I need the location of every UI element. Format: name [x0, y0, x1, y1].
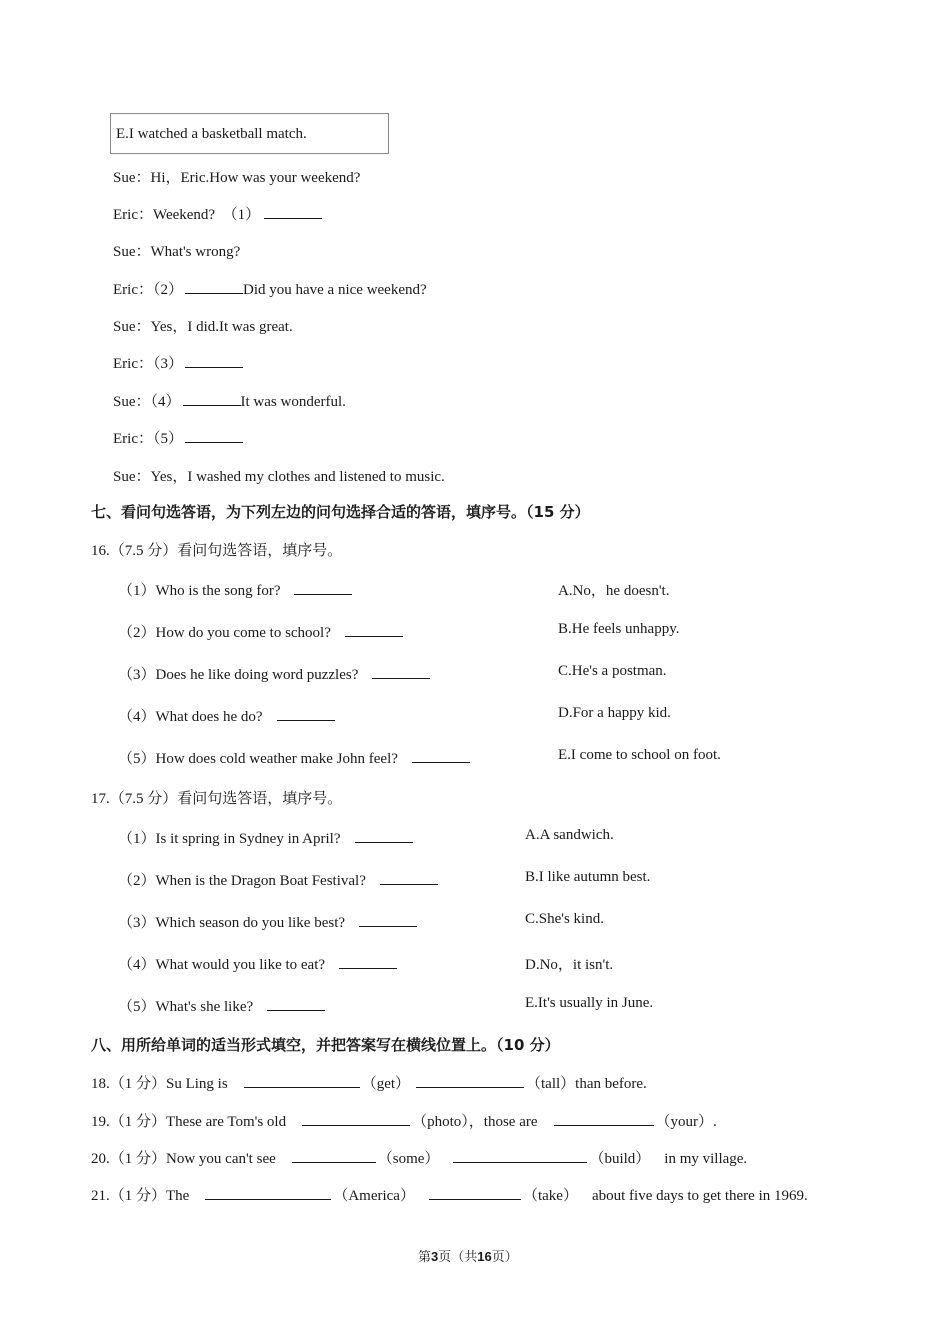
- answer-blank[interactable]: [267, 996, 325, 1011]
- answer-blank[interactable]: [277, 706, 335, 721]
- q21: 21.（1 分）The （America） （take） about five days to get there in 1969.: [91, 1184, 808, 1205]
- answer-blank[interactable]: [185, 428, 243, 443]
- option-e-text: E.I watched a basketball match.: [116, 126, 307, 142]
- answer-blank[interactable]: [185, 279, 243, 294]
- total-page-count: 16: [477, 1249, 492, 1264]
- answer-blank[interactable]: [205, 1185, 331, 1200]
- q17-question-3: （3）Which season do you like best?: [118, 911, 421, 932]
- q16-question-1: （1）Who is the song for?: [118, 579, 356, 600]
- q16-answer-e: E.I come to school on foot.: [558, 747, 721, 763]
- q16-answer-b: B.He feels unhappy.: [558, 621, 680, 637]
- answer-blank[interactable]: [412, 748, 470, 763]
- answer-blank[interactable]: [359, 912, 417, 927]
- dialogue-line-3: Sue：What's wrong?: [113, 244, 241, 260]
- q16-answer-d: D.For a happy kid.: [558, 705, 671, 721]
- answer-blank[interactable]: [264, 204, 322, 219]
- q16-question-3: （3）Does he like doing word puzzles?: [118, 663, 434, 684]
- answer-blank[interactable]: [244, 1073, 360, 1088]
- section-8-heading: 八、用所给单词的适当形式填空，并把答案写在横线位置上。（10 分）: [91, 1036, 560, 1054]
- page-footer: 第3页（共16页）: [418, 1249, 518, 1264]
- option-box-e: [110, 113, 389, 154]
- dialogue-line-4: Eric：（2） Did you have a nice weekend?: [113, 278, 427, 299]
- dialogue-line-1: Sue：Hi，Eric.How was your weekend?: [113, 170, 361, 186]
- dialogue-line-8: Eric：（5）: [113, 427, 243, 448]
- answer-blank[interactable]: [372, 664, 430, 679]
- q17-question-5: （5）What's she like?: [118, 995, 329, 1016]
- q16-title: 16.（7.5 分）看问句选答语，填序号。: [91, 543, 343, 559]
- answer-blank[interactable]: [345, 622, 403, 637]
- answer-blank[interactable]: [355, 828, 413, 843]
- answer-blank[interactable]: [183, 391, 241, 406]
- answer-blank[interactable]: [302, 1111, 410, 1126]
- answer-blank[interactable]: [453, 1148, 587, 1163]
- q17-answer-c: C.She's kind.: [525, 911, 604, 927]
- answer-blank[interactable]: [380, 870, 438, 885]
- answer-blank[interactable]: [292, 1148, 376, 1163]
- dialogue-line-7: Sue：（4） It was wonderful.: [113, 390, 346, 411]
- answer-blank[interactable]: [416, 1073, 524, 1088]
- q17-answer-e: E.It's usually in June.: [525, 995, 654, 1011]
- q19: 19.（1 分）These are Tom's old （photo），those are （your）.: [91, 1110, 717, 1131]
- q17-answer-b: B.I like autumn best.: [525, 869, 651, 885]
- q16-answer-a: A.No，he doesn't.: [558, 583, 670, 599]
- answer-blank[interactable]: [294, 580, 352, 595]
- q18: 18.（1 分）Su Ling is （get） （tall）than before.: [91, 1072, 647, 1093]
- q17-answer-d: D.No，it isn't.: [525, 957, 614, 973]
- q16-question-2: （2）How do you come to school?: [118, 621, 407, 642]
- q17-answer-a: A.A sandwich.: [525, 827, 614, 843]
- q16-question-4: （4）What does he do?: [118, 705, 339, 726]
- q17-question-4: （4）What would you like to eat?: [118, 953, 401, 974]
- dialogue-line-6: Eric：（3）: [113, 352, 243, 373]
- answer-blank[interactable]: [185, 353, 243, 368]
- current-page-number: 3: [431, 1249, 439, 1264]
- answer-blank[interactable]: [429, 1185, 521, 1200]
- answer-blank[interactable]: [554, 1111, 654, 1126]
- answer-blank[interactable]: [339, 954, 397, 969]
- q17-question-2: （2）When is the Dragon Boat Festival?: [118, 869, 442, 890]
- q16-question-5: （5）How does cold weather make John feel?: [118, 747, 474, 768]
- dialogue-line-2: Eric：Weekend? （1）: [113, 203, 326, 224]
- q17-title: 17.（7.5 分）看问句选答语，填序号。: [91, 791, 343, 807]
- dialogue-line-5: Sue：Yes，I did.It was great.: [113, 319, 293, 335]
- section-7-heading: 七、看问句选答语，为下列左边的问句选择合适的答语，填序号。（15 分）: [91, 503, 590, 521]
- q16-answer-c: C.He's a postman.: [558, 663, 667, 679]
- q17-question-1: （1）Is it spring in Sydney in April?: [118, 827, 417, 848]
- q20: 20.（1 分）Now you can't see （some） （build） in my village.: [91, 1147, 747, 1168]
- dialogue-line-9: Sue：Yes，I washed my clothes and listened to music.: [113, 469, 445, 485]
